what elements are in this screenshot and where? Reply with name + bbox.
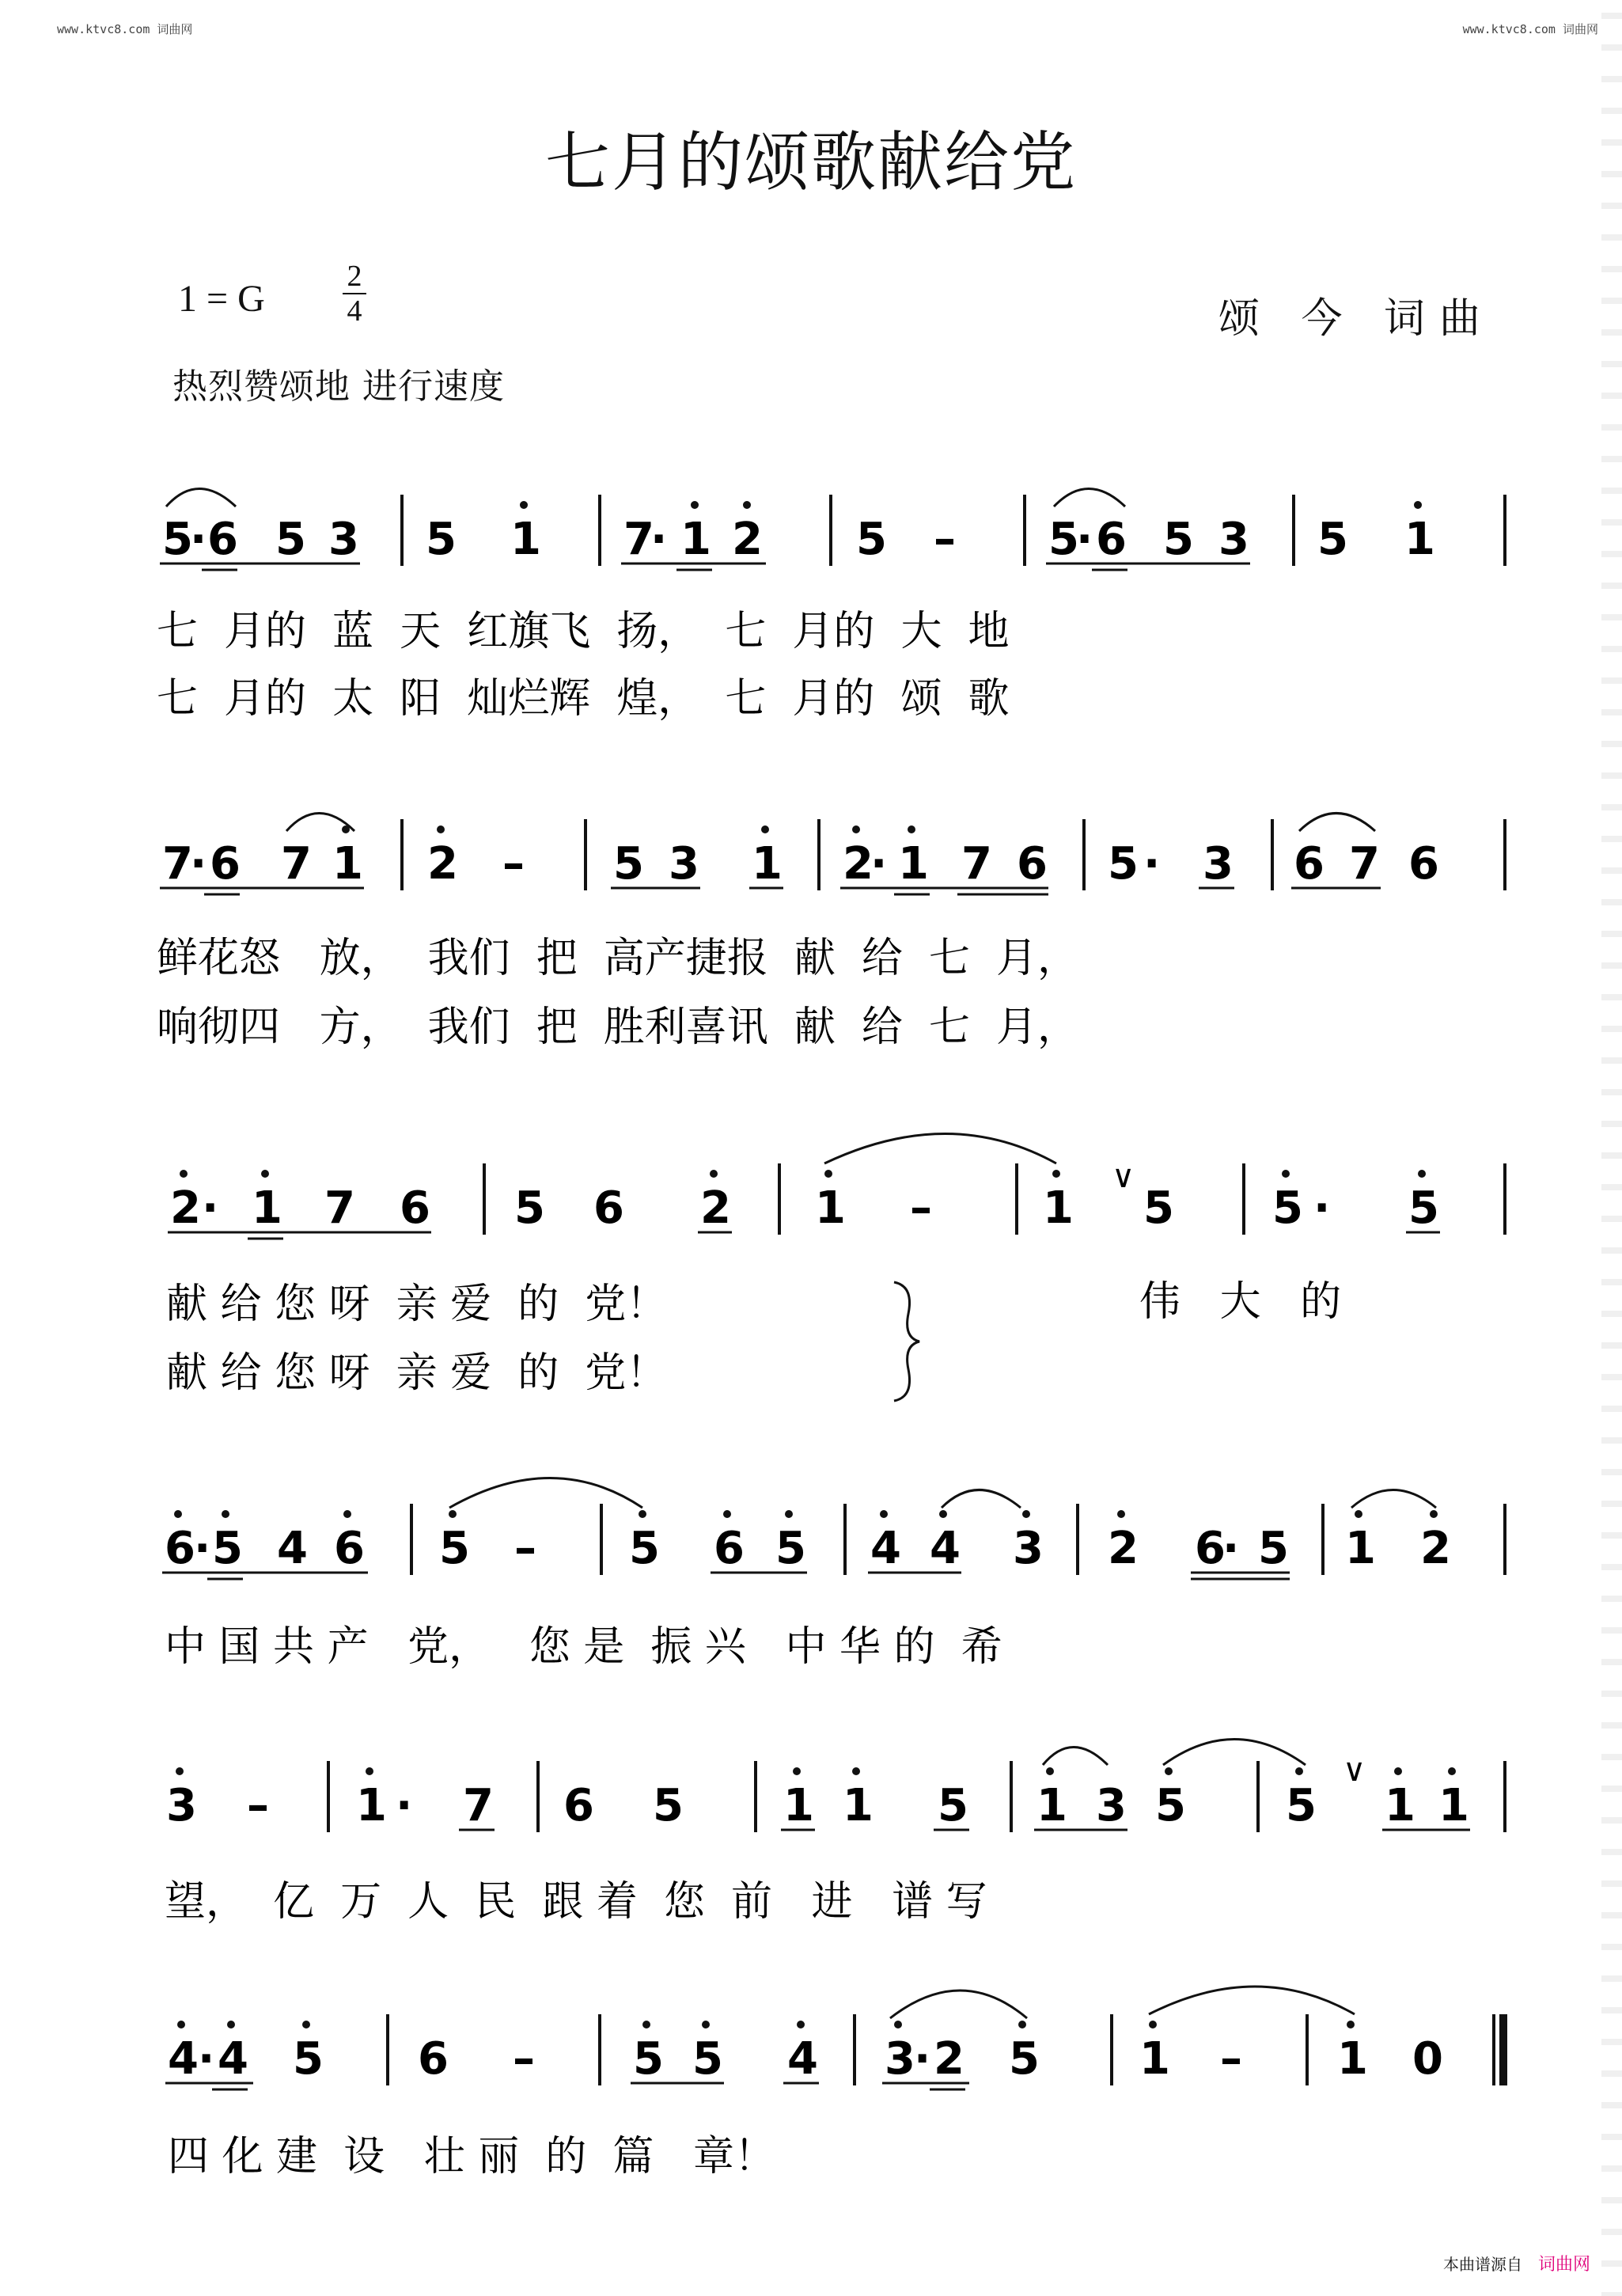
lyrics-line-2-verse-1: 鲜花怒 放， 我们 把 高产捷报 献 给 七 月， [157, 935, 1078, 982]
note: 2 [1420, 1523, 1451, 1574]
note-dot: · [650, 514, 668, 565]
breath-mark: ∨ [1112, 1159, 1135, 1195]
note: 2 [1108, 1523, 1139, 1574]
note: 6 [593, 1182, 624, 1234]
note: 1 [752, 838, 783, 890]
note: 5 [1155, 1780, 1186, 1831]
score-line-2 [157, 814, 1505, 1052]
note: 6 [207, 514, 238, 565]
lyrics-line-3-right: 伟 大 的 [1139, 1278, 1342, 1326]
note: 4 [787, 2033, 818, 2085]
note: 7 [162, 838, 193, 890]
note: 5 [1408, 1182, 1439, 1234]
dash: – [502, 838, 525, 890]
note: 1 [1036, 1780, 1067, 1831]
note: 5 [1048, 514, 1079, 565]
note-dot: · [1143, 838, 1161, 890]
note: 5 [692, 2033, 723, 2085]
note: 5 [1258, 1523, 1289, 1574]
note-dot: · [190, 514, 207, 565]
note: 5 [633, 2033, 664, 2085]
dash: – [247, 1780, 269, 1831]
note: 7 [281, 838, 312, 890]
note-dot: · [1222, 1523, 1240, 1574]
breath-mark: ∨ [1343, 1752, 1366, 1789]
note: 6 [1096, 514, 1127, 565]
note: 3 [669, 838, 699, 890]
footer-source-text: 本曲谱源自 [1442, 2255, 1522, 2274]
note-dot: · [396, 1780, 413, 1831]
note: 5 [275, 514, 306, 565]
note: 5 [856, 514, 887, 565]
note: 6 [1195, 1523, 1226, 1574]
note: 1 [1337, 2033, 1368, 2085]
note-dot: · [198, 2033, 215, 2085]
note: 1 [252, 1182, 282, 1234]
note: 5 [162, 514, 193, 565]
note: 5 [439, 1523, 470, 1574]
note: 5 [1272, 1182, 1303, 1234]
note: 1 [680, 514, 711, 565]
note: 1 [1043, 1182, 1074, 1234]
note: 2 [934, 2033, 964, 2085]
dash: – [910, 1182, 932, 1234]
note: 1 [783, 1780, 814, 1831]
note: 2 [732, 514, 763, 565]
lyrics-line-2-verse-2: 响彻四 方， 我们 把 胜利喜讯 献 给 七 月， [157, 1004, 1078, 1051]
edge-strip [1601, 0, 1622, 2296]
key-signature: 1 = G [178, 278, 265, 320]
note: 6 [714, 1523, 745, 1574]
note: 5 [629, 1523, 660, 1574]
dash: – [934, 514, 956, 565]
note: 4 [930, 1523, 961, 1574]
song-title: 七月的颂歌献给党 [544, 125, 1077, 200]
score-line-1 [157, 489, 1505, 723]
note: 4 [870, 1523, 901, 1574]
note: 5 [514, 1182, 545, 1234]
note: 5 [1286, 1780, 1317, 1831]
note: 6 [1408, 838, 1439, 890]
time-sig-top: 2 [347, 260, 362, 293]
note: 3 [885, 2033, 915, 2085]
lyrics-line-3-verse-2: 献 给 您 呀 亲 爱 的 党！ [166, 1349, 668, 1397]
note: 5 [1163, 514, 1194, 565]
note-dot: · [870, 838, 888, 890]
lyrics-line-1-verse-2: 七 月的 太 阳 灿烂辉 煌， 七 月的 颂 歌 [157, 675, 1010, 723]
footer-source [1443, 2251, 1590, 2275]
watermark-right: www.ktvc8.com 词曲网 [1462, 22, 1598, 36]
note: 5 [653, 1780, 684, 1831]
note-dot: · [914, 2033, 931, 2085]
dash: – [514, 1523, 536, 1574]
score-line-6 [165, 1987, 1503, 2180]
score-line-4 [162, 1478, 1505, 1672]
note: 3 [1218, 514, 1249, 565]
note: 2 [700, 1182, 731, 1234]
note: 5 [775, 1523, 806, 1574]
note: 6 [418, 2033, 449, 2085]
note: 7 [324, 1182, 355, 1234]
note: 7 [961, 838, 992, 890]
note: 3 [166, 1780, 197, 1831]
note: 1 [510, 514, 541, 565]
note: 6 [210, 838, 241, 890]
note: 4 [168, 2033, 199, 2085]
note: 1 [815, 1182, 846, 1234]
dash: – [1220, 2033, 1242, 2085]
note: 1 [1139, 2033, 1170, 2085]
note: 7 [623, 514, 654, 565]
note: 6 [563, 1780, 594, 1831]
note: 3 [1203, 838, 1234, 890]
score-line-5 [165, 1740, 1505, 1926]
note: 2 [843, 838, 874, 890]
lyrics-line-5: 望， 亿 万 人 民 跟 着 您 前 进 谱 写 [165, 1878, 987, 1926]
note: 1 [356, 1780, 387, 1831]
tempo-marking: 热烈赞颂地 进行速度 [172, 366, 505, 407]
note: 7 [1349, 838, 1380, 890]
note: 5 [613, 838, 644, 890]
note: 0 [1412, 2033, 1443, 2085]
note: 6 [165, 1523, 195, 1574]
note: 1 [843, 1780, 874, 1831]
note-dot: · [202, 1182, 219, 1234]
note: 6 [334, 1523, 365, 1574]
watermark-left: www.ktvc8.com 词曲网 [57, 22, 193, 36]
note: 3 [1013, 1523, 1044, 1574]
lyrics-line-3-verse-1: 献 给 您 呀 亲 爱 的 党！ [166, 1281, 668, 1328]
note: 5 [1317, 514, 1348, 565]
note-dot: · [194, 1523, 211, 1574]
lyrics-line-6: 四 化 建 设 壮 丽 的 篇 章！ [168, 2133, 775, 2180]
note: 6 [1017, 838, 1048, 890]
lyrics-line-1-verse-1: 七 月的 蓝 天 红旗飞 扬， 七 月的 大 地 [157, 608, 1010, 655]
note: 1 [332, 838, 363, 890]
note: 1 [1404, 514, 1435, 565]
note: 1 [898, 838, 929, 890]
footer-brand[interactable]: 词曲网 [1537, 2255, 1590, 2275]
note: 5 [212, 1523, 243, 1574]
note: 2 [427, 838, 458, 890]
note: 5 [938, 1780, 968, 1831]
composer-credit: 颂 今 词曲 [1218, 295, 1495, 343]
note: 4 [277, 1523, 308, 1574]
note: 2 [170, 1182, 201, 1234]
note: 3 [1096, 1780, 1127, 1831]
time-signature [339, 261, 370, 326]
note: 1 [1345, 1523, 1376, 1574]
note: 5 [1143, 1182, 1174, 1234]
note: 3 [328, 514, 359, 565]
note: 7 [463, 1780, 494, 1831]
note: 5 [1108, 838, 1139, 890]
note: 4 [218, 2033, 248, 2085]
note: 5 [426, 514, 457, 565]
note-dot: · [1076, 514, 1093, 565]
time-sig-bottom: 4 [347, 294, 362, 328]
note-dot: · [190, 838, 207, 890]
verse-brace [894, 1282, 919, 1401]
dash: – [513, 2033, 535, 2085]
score-line-3 [166, 1134, 1505, 1402]
note-dot: · [1313, 1182, 1331, 1234]
note: 6 [400, 1182, 430, 1234]
note: 5 [1009, 2033, 1040, 2085]
lyrics-line-4: 中 国 共 产 党， 您 是 振 兴 中 华 的 希 [165, 1623, 1002, 1671]
note: 5 [293, 2033, 324, 2085]
note: 1 [1438, 1780, 1469, 1831]
note: 1 [1385, 1780, 1415, 1831]
note: 6 [1294, 838, 1325, 890]
